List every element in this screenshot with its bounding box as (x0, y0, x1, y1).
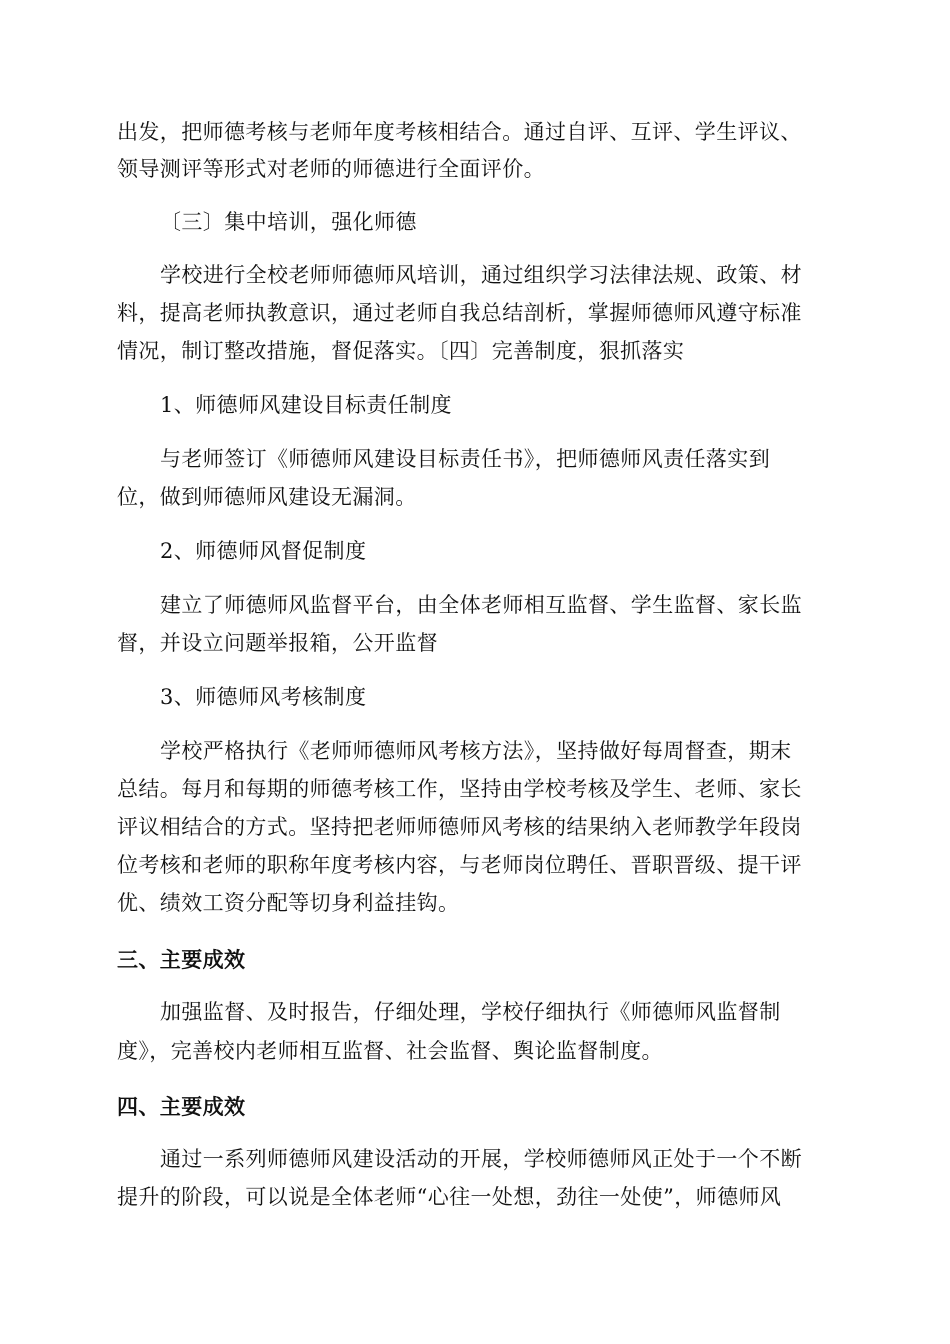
paragraph-line: 位，做到师德师风建设无漏洞。 (117, 485, 417, 509)
paragraph-line: 优、绩效工资分配等切身利益挂钩。 (117, 891, 460, 915)
paragraph-line: 度》，完善校内老师相互监督、社会监督、舆论监督制度。 (117, 1039, 663, 1063)
paragraph-line: 学校进行全校老师师德师风培训，通过组织学习法律法规、政策、材 (160, 263, 802, 287)
paragraph-line: 评议相结合的方式。坚持把老师师德师风考核的结果纳入老师教学年段岗 (117, 815, 802, 839)
numbered-item-3: 3、师德师风考核制度 (160, 685, 367, 709)
paragraph-line: 学校严格执行《老师师德师风考核方法》，坚持做好每周督查，期末 (160, 739, 792, 763)
subheading-3: 〔三〕集中培训，强化师德 (160, 210, 417, 234)
numbered-item-2: 2、师德师风督促制度 (160, 539, 367, 563)
paragraph-line: 领导测评等形式对老师的师德进行全面评价。 (117, 157, 545, 181)
paragraph-line: 位考核和老师的职称年度考核内容，与老师岗位聘任、晋职晋级、提干评 (117, 853, 802, 877)
paragraph-line: 总结。每月和每期的师德考核工作，坚持由学校考核及学生、老师、家长 (117, 777, 802, 801)
paragraph-line: 与老师签订《师德师风建设目标责任书》，把师德师风责任落实到 (160, 447, 771, 471)
paragraph-line: 提升的阶段，可以说是全体老师“心往一处想，劲往一处使”，师德师风 (117, 1185, 782, 1209)
section-heading: 四、主要成效 (117, 1095, 246, 1119)
paragraph-line: 督，并设立问题举报箱，公开监督 (117, 631, 438, 655)
section-heading: 三、主要成效 (117, 948, 246, 972)
paragraph-line: 建立了师德师风监督平台，由全体老师相互监督、学生监督、家长监 (160, 593, 802, 617)
paragraph-line: 加强监督、及时报告，仔细处理，学校仔细执行《师德师风监督制 (160, 1000, 781, 1024)
paragraph-line: 料，提高老师执教意识，通过老师自我总结剖析，掌握师德师风遵守标准 (117, 301, 802, 325)
paragraph-line: 通过一系列师德师风建设活动的开展，学校师德师风正处于一个不断 (160, 1147, 802, 1171)
numbered-item-1: 1、师德师风建设目标责任制度 (160, 393, 452, 417)
paragraph-line: 情况，制订整改措施，督促落实。〔四〕完善制度，狠抓落实 (117, 339, 685, 363)
paragraph-line: 出发，把师德考核与老师年度考核相结合。通过自评、互评、学生评议、 (117, 120, 802, 144)
